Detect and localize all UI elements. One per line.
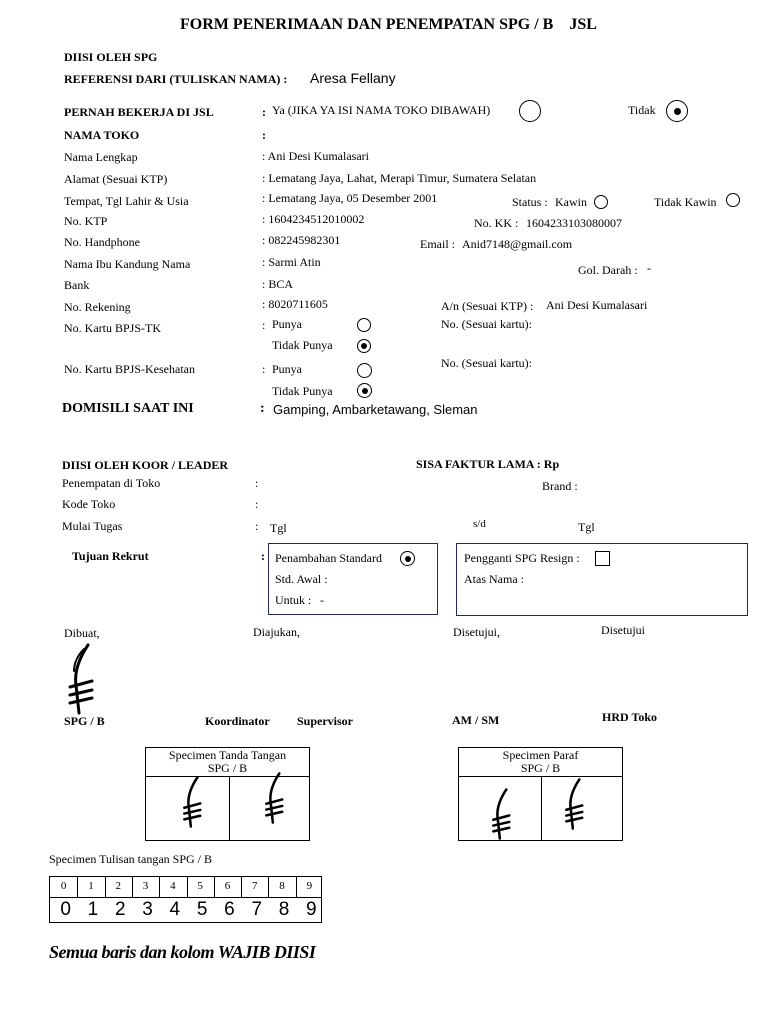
penambahan-radio[interactable] (400, 551, 415, 566)
kk-label: No. KK : (474, 216, 519, 230)
specimen-ttd-title-2: SPG / B (207, 761, 248, 775)
pengganti-checkbox[interactable] (595, 551, 610, 566)
printed-digit: 2 (115, 880, 121, 892)
handwritten-digit: 4 (169, 899, 181, 920)
disetujui-label-2: Disetujui (601, 623, 645, 637)
spg-section-heading: DIISI OLEH SPG (64, 50, 158, 64)
specimen-paraf-title-1: Specimen Paraf (502, 748, 579, 762)
bpjs-tk-punya-radio[interactable] (357, 318, 371, 332)
mulai-tugas-label: Mulai Tugas (62, 519, 123, 533)
ttd-signature-2 (262, 772, 288, 824)
ttl-label: Tempat, Tgl Lahir & Usia (64, 194, 189, 208)
atas-nama-label: Atas Nama : (464, 572, 524, 586)
rekening-value[interactable]: : 8020711605 (262, 297, 328, 311)
handwritten-digit: 7 (251, 899, 263, 920)
bank-value[interactable]: : BCA (262, 277, 294, 291)
spg-b-role-label: SPG / B (64, 714, 105, 728)
bpjs-tk-no-kartu-label: No. (Sesuai kartu): (441, 317, 532, 331)
gol-darah-label: Gol. Darah : (578, 263, 638, 277)
nama-lengkap-value[interactable]: : Ani Desi Kumalasari (262, 149, 369, 163)
specimen-digit-table (49, 876, 322, 923)
gol-darah-value[interactable]: - (647, 261, 651, 275)
disetujui-label-1: Disetujui, (453, 625, 500, 639)
email-label: Email : (420, 237, 455, 251)
penambahan-label: Penambahan Standard (275, 551, 382, 565)
paraf-signature-1 (489, 788, 515, 840)
printed-digit: 8 (279, 880, 285, 892)
handwritten-digit: 1 (87, 899, 99, 920)
std-awal-label: Std. Awal : (275, 572, 328, 586)
bpjs-tk-label: No. Kartu BPJS-TK (64, 321, 162, 335)
mulai-tgl-label: Tgl (270, 521, 287, 535)
handwritten-digit: 8 (278, 899, 290, 920)
tidak-option-label: Tidak (628, 103, 656, 117)
handphone-value[interactable]: : 082245982301 (262, 233, 341, 247)
ttl-value[interactable]: : Lematang Jaya, 05 Desember 2001 (262, 191, 438, 205)
bpjs-tk-tidak-punya-label: Tidak Punya (272, 338, 333, 352)
bpjs-tk-punya-label: Punya (272, 317, 302, 331)
atas-nama-ktp-value[interactable]: Ani Desi Kumalasari (546, 298, 648, 312)
am-sm-role-label: AM / SM (452, 713, 500, 727)
tidak-kawin-radio[interactable] (726, 193, 740, 207)
ibu-kandung-value[interactable]: : Sarmi Atin (262, 255, 321, 269)
printed-digit: 9 (306, 880, 313, 892)
penempatan-colon: : (255, 476, 259, 490)
atas-nama-ktp-label: A/n (Sesuai KTP) : (441, 299, 534, 313)
brand-label: Brand : (542, 479, 578, 493)
sisa-faktur-label: SISA FAKTUR LAMA : Rp (416, 457, 560, 471)
bpjs-kes-punya-label: Punya (272, 362, 302, 376)
specimen-paraf-title-2: SPG / B (520, 761, 561, 775)
footer-note: Semua baris dan kolom WAJIB DIISI (49, 942, 316, 962)
bpjs-kes-label: No. Kartu BPJS-Kesehatan (64, 362, 195, 376)
paraf-signature-2 (563, 778, 587, 830)
printed-digit: 0 (60, 880, 67, 892)
printed-digit: 3 (142, 880, 149, 892)
diajukan-label: Diajukan, (253, 625, 300, 639)
nama-toko-label: NAMA TOKO (64, 128, 140, 142)
ttd-signature-1 (180, 776, 206, 828)
domisili-colon: : (260, 401, 265, 416)
koor-section-heading: DIISI OLEH KOOR / LEADER (62, 458, 229, 472)
nama-lengkap-label: Nama Lengkap (64, 150, 138, 164)
form-title: FORM PENERIMAAN DAN PENEMPATAN SPG / B JSL (180, 16, 597, 33)
dibuat-label: Dibuat, (64, 626, 100, 640)
tidak-kawin-label: Tidak Kawin (654, 195, 717, 209)
kode-toko-label: Kode Toko (62, 497, 116, 511)
kk-value[interactable]: 1604233103080007 (526, 216, 622, 230)
alamat-value[interactable]: : Lematang Jaya, Lahat, Merapi Timur, Sumatera Selatan (262, 171, 537, 185)
rekening-label: No. Rekening (64, 300, 131, 314)
untuk-value[interactable]: - (320, 593, 324, 607)
printed-digit: 7 (251, 880, 258, 892)
bank-label: Bank (64, 278, 90, 292)
domisili-value[interactable]: Gamping, Ambarketawang, Sleman (273, 402, 478, 417)
bpjs-kes-colon: : (262, 362, 266, 376)
tujuan-rekrut-colon: : (261, 549, 265, 563)
pernah-bekerja-colon: : (262, 105, 266, 119)
mulai-tugas-colon: : (255, 519, 259, 533)
supervisor-role-label: Supervisor (297, 714, 354, 728)
printed-digit: 1 (88, 880, 94, 892)
pernah-bekerja-label: PERNAH BEKERJA DI JSL (64, 105, 214, 119)
handwritten-digit: 9 (306, 899, 317, 920)
handwritten-digit: 5 (196, 899, 208, 920)
bpjs-kes-tidak-punya-label: Tidak Punya (272, 384, 333, 398)
referensi-label: REFERENSI DARI (TULISKAN NAMA) : (64, 72, 288, 86)
untuk-label: Untuk : (275, 593, 312, 607)
alamat-label: Alamat (Sesuai KTP) (64, 172, 168, 186)
ibu-kandung-label: Nama Ibu Kandung Nama (64, 257, 191, 271)
specimen-tulisan-label: Specimen Tulisan tangan SPG / B (49, 852, 213, 866)
specimen-ttd-title-1: Specimen Tanda Tangan (168, 748, 287, 762)
bpjs-kes-no-kartu-label: No. (Sesuai kartu): (441, 356, 532, 370)
handphone-label: No. Handphone (64, 235, 140, 249)
bpjs-kes-punya-radio[interactable] (357, 363, 372, 378)
nama-toko-colon: : (262, 128, 266, 142)
printed-digit: 6 (224, 880, 231, 892)
printed-digit: 5 (197, 880, 203, 892)
kode-toko-colon: : (255, 497, 259, 511)
pengganti-label: Pengganti SPG Resign : (464, 551, 580, 565)
koordinator-role-label: Koordinator (205, 714, 270, 728)
sd-label: s/d (473, 518, 486, 530)
ktp-value[interactable]: : 1604234512010002 (262, 212, 365, 226)
tidak-radio[interactable] (666, 100, 688, 122)
bpjs-kes-tidak-punya-radio[interactable] (357, 383, 372, 398)
tujuan-rekrut-label: Tujuan Rekrut (72, 549, 149, 563)
domisili-label: DOMISILI SAAT INI (62, 401, 194, 416)
handwritten-digit: 0 (60, 899, 71, 920)
status-label: Status : (512, 195, 548, 209)
handwritten-digit: 2 (114, 899, 126, 920)
email-value[interactable]: Anid7148@gmail.com (462, 237, 573, 251)
ktp-label: No. KTP (64, 214, 108, 228)
kawin-radio[interactable] (594, 195, 608, 209)
ya-option-label: Ya (JIKA YA ISI NAMA TOKO DIBAWAH) (272, 103, 491, 117)
bpjs-tk-colon: : (262, 318, 266, 332)
printed-digit: 4 (170, 880, 176, 892)
bpjs-tk-tidak-punya-radio[interactable] (357, 339, 371, 353)
ya-radio[interactable] (519, 100, 541, 122)
sampai-tgl-label: Tgl (578, 520, 595, 534)
kawin-label: Kawin (555, 195, 587, 209)
penempatan-label: Penempatan di Toko (62, 476, 161, 490)
hrd-toko-role-label: HRD Toko (602, 710, 658, 724)
referensi-value[interactable]: Aresa Fellany (310, 70, 396, 86)
handwritten-digit: 3 (142, 899, 153, 920)
spg-signature (66, 643, 98, 715)
handwritten-digit: 6 (224, 899, 235, 920)
